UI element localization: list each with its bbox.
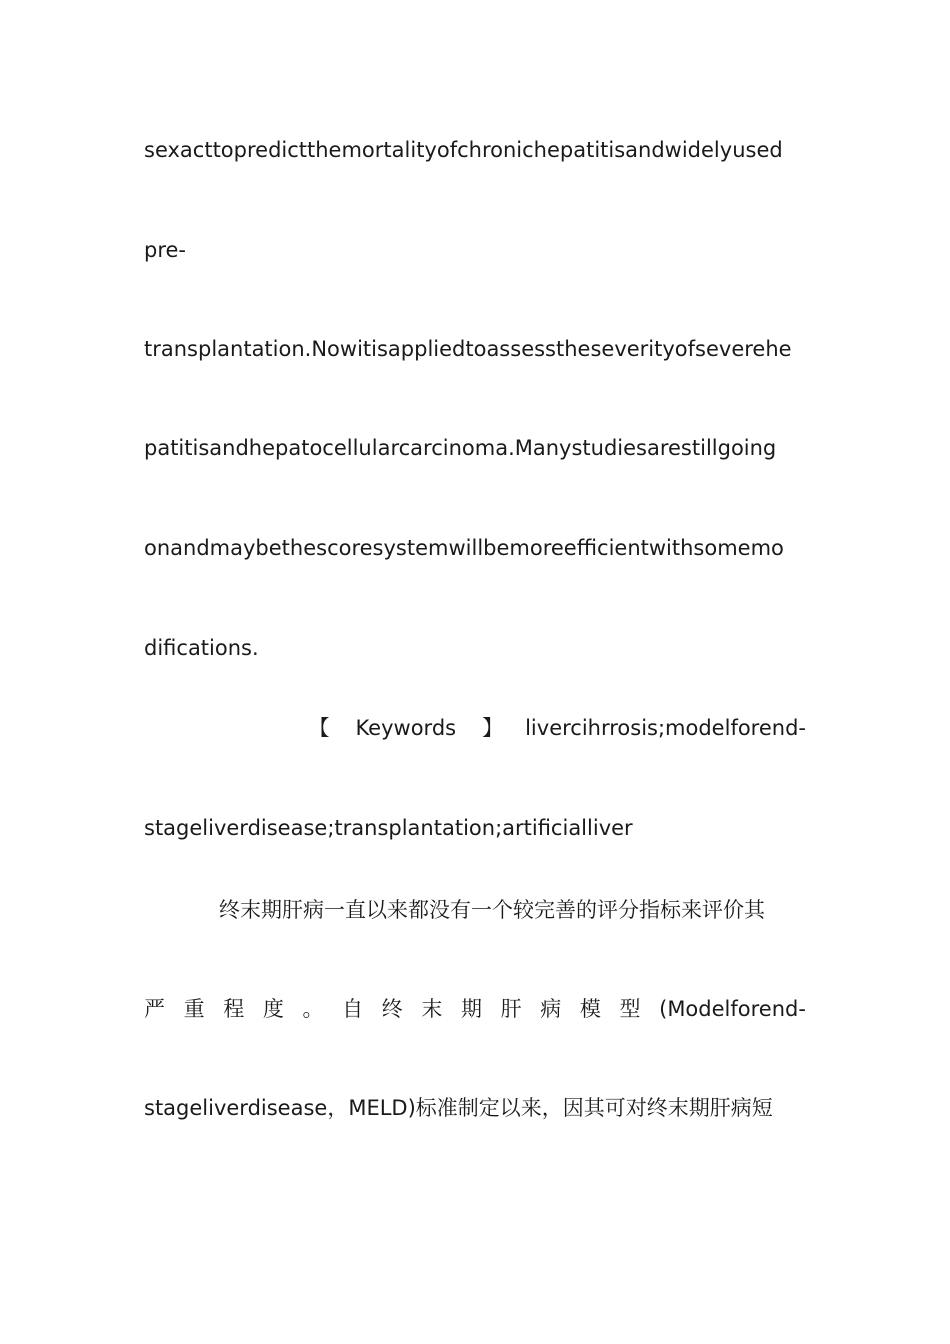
abstract-line-6: difications. — [144, 636, 259, 660]
abstract-line-3: transplantation.Nowitisappliedtoassesstheseverityofseverehe — [144, 337, 792, 361]
keywords-line — [144, 714, 806, 742]
body-char: 末 — [421, 997, 443, 1021]
body-char: 病 — [540, 997, 562, 1021]
body-char: 期 — [461, 997, 482, 1021]
keywords-label: Keywords — [355, 716, 457, 740]
body-char: 模 — [579, 997, 601, 1021]
body-char: 型 — [619, 997, 641, 1021]
keywords-close-bracket: 】 — [482, 716, 504, 740]
abstract-line-2: pre- — [144, 238, 186, 262]
body-para1-line3: stageliverdisease，MELD)标准制定以来，因其可对终末期肝病短 — [144, 1096, 773, 1120]
body-char: 度 — [262, 997, 284, 1021]
body-char: 终 — [381, 997, 403, 1021]
body-para1-line1: 终末期肝病一直以来都没有一个较完善的评分指标来评价其 — [219, 898, 765, 922]
body-char: 严 — [144, 997, 165, 1021]
abstract-line-5: onandmaybethescoresystemwillbemoreefficientwithsomemo — [144, 536, 784, 560]
body-char: 程 — [223, 997, 245, 1021]
body-char: 。 — [302, 997, 324, 1021]
body-char: (Modelforend- — [659, 997, 806, 1021]
abstract-line-1: sexacttopredictthemortalityofchronichepatitisandwidelyused — [144, 138, 783, 162]
body-char: 肝 — [500, 997, 522, 1021]
body-char: 自 — [342, 997, 364, 1021]
abstract-line-4: patitisandhepatocellularcarcinoma.Manystudiesarestillgoing — [144, 436, 777, 460]
keywords-text-2: stageliverdisease;transplantation;artificialliver — [144, 816, 633, 840]
body-char: 重 — [183, 997, 205, 1021]
body-para1-line2 — [144, 995, 806, 1023]
keywords-text-1: livercihrrosis;modelforend- — [525, 716, 806, 740]
keywords-open-bracket: 【 — [308, 716, 330, 740]
